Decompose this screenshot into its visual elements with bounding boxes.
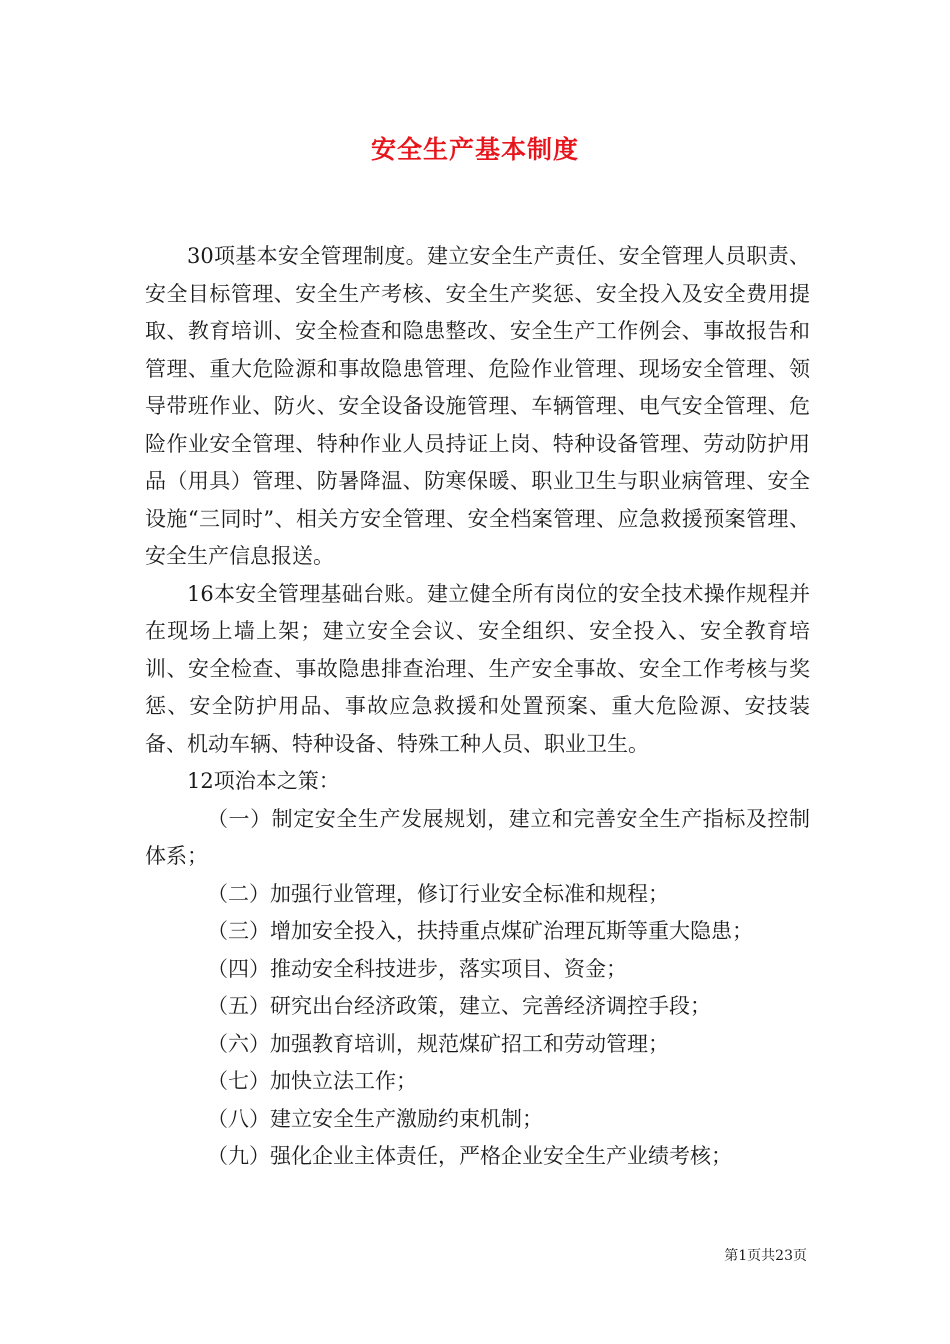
- measure-item: （七）加快立法工作；: [207, 1069, 417, 1093]
- paragraph-safety-systems: 30项基本安全管理制度。建立安全生产责任、安全管理人员职责、安全目标管理、安全生产考核、安全生产奖惩、安全投入及安全费用提取、教育培训、安全检查和隐患整改、安全生产工作例会、事故报告和管理、重大危险源和事故隐患管理、危险作业管理、现场安全管理、领导带班作业、防火、安全设备设施管理、车辆管理、电气安全管理、危险作业安全管理、特种作业人员持证上岗、特种设备管理、劳动防护用品（用具）管理、防暑降温、防寒保暖、职业卫生与职业病管理、安全设施“三同时”、相关方安全管理、安全档案管理、应急救援预案管理、安全生产信息报送。: [145, 244, 810, 568]
- paragraph-measures-intro: 12项治本之策：: [187, 769, 340, 793]
- measure-item: （四）推动安全科技进步，落实项目、资金；: [207, 956, 627, 981]
- measure-item: （五）研究出台经济政策，建立、完善经济调控手段；: [207, 994, 711, 1018]
- measure-item: （一）制定安全生产发展规划，建立和完善安全生产指标及控制体系；: [145, 806, 810, 868]
- measure-item: （三）增加安全投入，扶持重点煤矿治理瓦斯等重大隐患；: [207, 919, 753, 943]
- measure-item: （八）建立安全生产激励约束机制；: [207, 1106, 543, 1131]
- page-number: 第1页共23页: [724, 1248, 807, 1264]
- measure-item: （九）强化企业主体责任，严格企业安全生产业绩考核；: [207, 1144, 732, 1168]
- document-body: [145, 238, 810, 1176]
- measure-item: （二）加强行业管理，修订行业安全标准和规程；: [207, 881, 669, 906]
- document-title: 安全生产基本制度: [370, 135, 579, 164]
- paragraph-ledgers: 16本安全管理基础台账。建立健全所有岗位的安全技术操作规程并在现场上墙上架；建立安全会议、安全组织、安全投入、安全教育培训、安全检查、事故隐患排查治理、生产安全事故、安全工作考核与奖惩、安全防护用品、事故应急救援和处置预案、重大危险源、安技装备、机动车辆、特种设备、特殊工种人员、职业卫生。: [145, 581, 810, 756]
- measure-item: （六）加强教育培训，规范煤矿招工和劳动管理；: [207, 1031, 669, 1056]
